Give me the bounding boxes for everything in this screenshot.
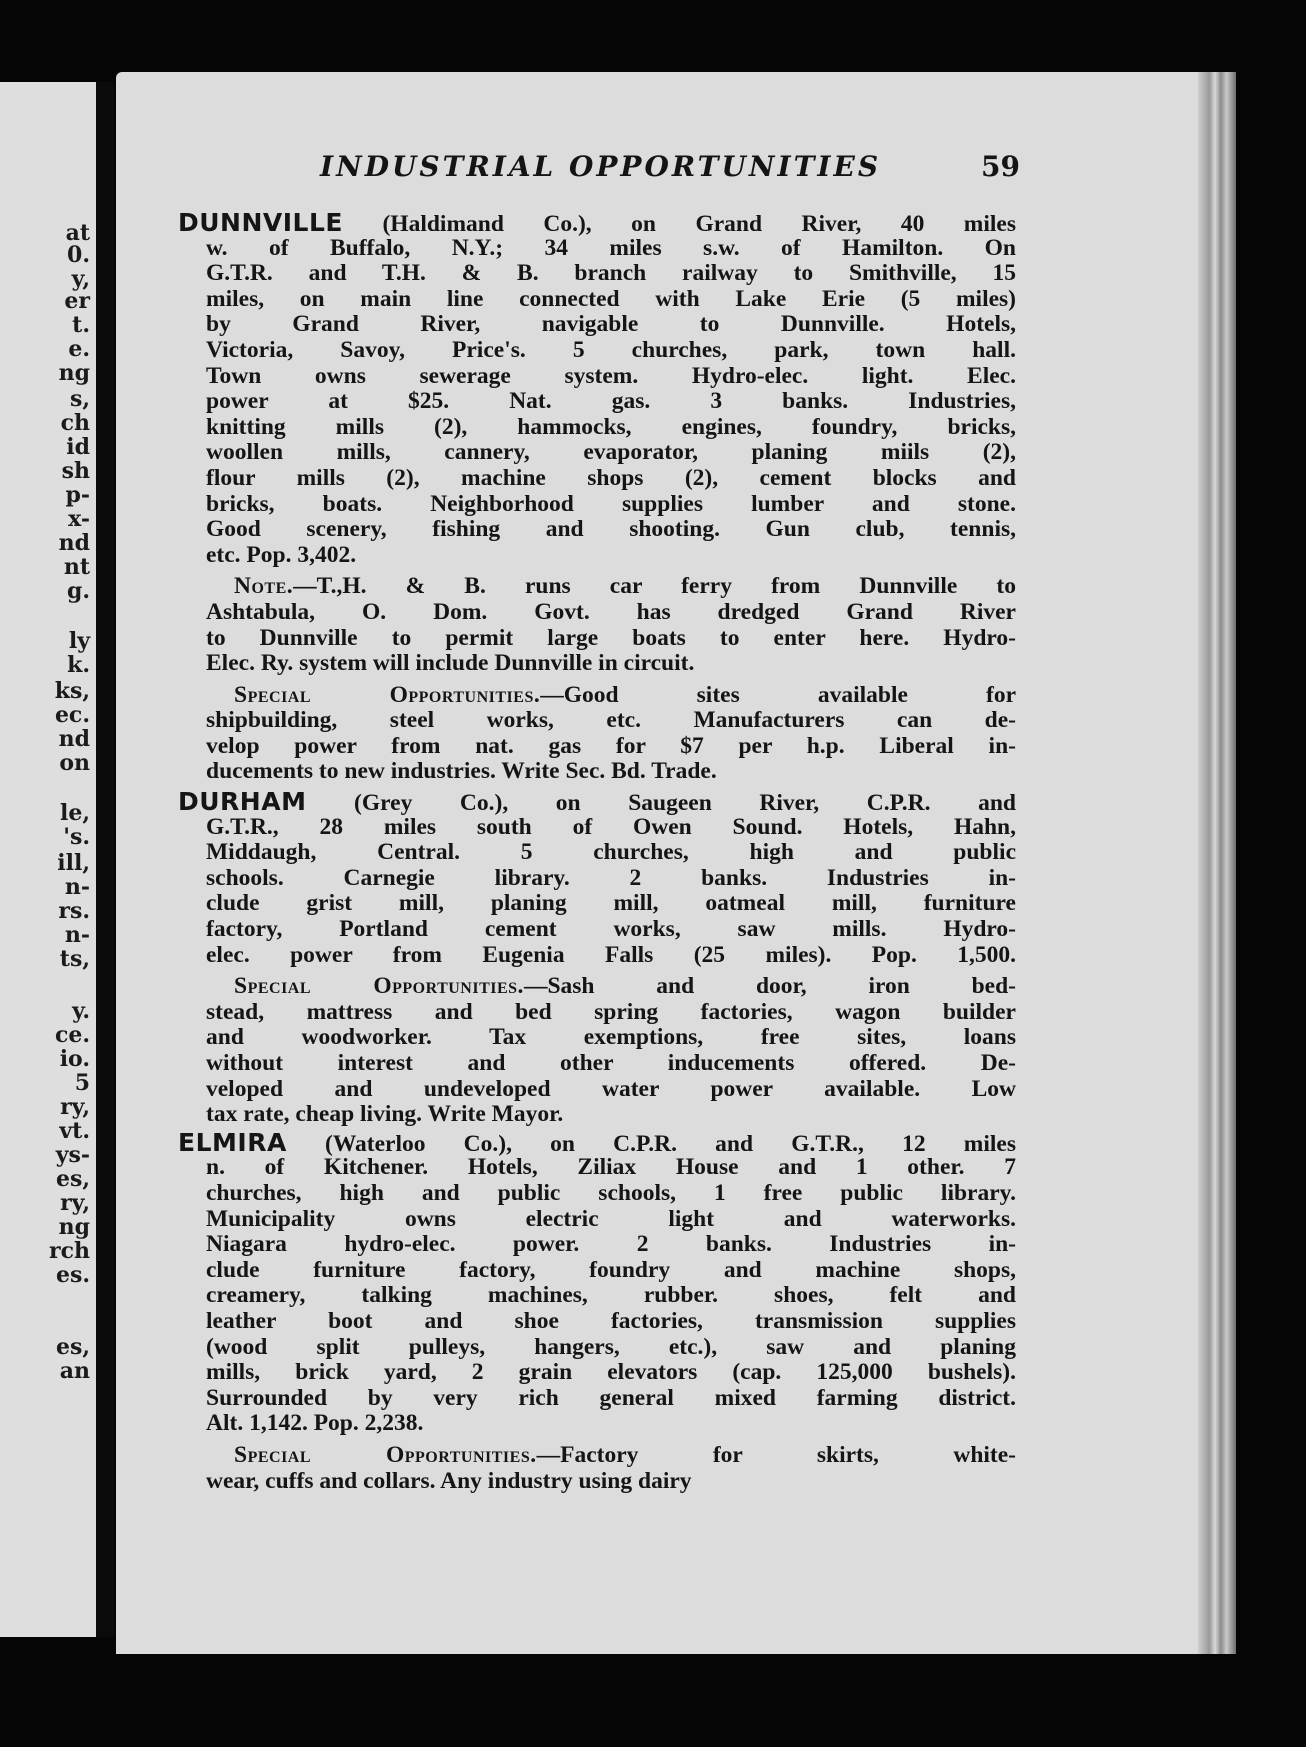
facing-page-fragment: ly: [68, 628, 90, 654]
entry-line: knitting mills (2), hammocks, engines, foundry, bricks,: [206, 413, 1016, 440]
entry-line: flour mills (2), machine shops (2), cement blocks and: [206, 464, 1016, 491]
note-line: to Dunnville to permit large boats to enter here. Hydro-: [206, 624, 1016, 651]
entry-line: G.T.R., 28 miles south of Owen Sound. Hotels, Hahn,: [206, 813, 1016, 840]
note-line: Elec. Ry. system will include Dunnville in circuit.: [206, 650, 695, 677]
facing-page-fragment: ks,: [54, 678, 90, 704]
facing-page-fragment: ry,: [60, 1190, 90, 1216]
facing-page-fragment: vt.: [59, 1118, 90, 1144]
facing-page-fragment: nd: [58, 530, 90, 556]
facing-page-fragment: e.: [68, 336, 90, 362]
facing-page-fragment: ill,: [57, 850, 90, 876]
special-label: Special Opportunities.: [234, 681, 541, 708]
entry-line: Alt. 1,142. Pop. 2,238.: [206, 1410, 424, 1437]
facing-page-fragment: rs.: [58, 898, 90, 924]
special-first-line: Special Opportunities.—Good sites available for: [234, 681, 1016, 708]
facing-page-fragment: s,: [69, 386, 90, 412]
special-first-line: Special Opportunities.—Factory for skirts, white-: [234, 1441, 1016, 1468]
facing-page-fragment: n-: [64, 922, 90, 948]
entry-line: Municipality owns electric light and waterworks.: [206, 1205, 1016, 1232]
special-line: veloped and undeveloped water power available. Low: [206, 1075, 1016, 1102]
facing-page-fragment: nt: [63, 554, 90, 580]
entry-line: (wood split pulleys, hangers, etc.), saw and planing: [206, 1333, 1016, 1360]
entry-line: clude furniture factory, foundry and machine shops,: [206, 1256, 1016, 1283]
entry-line: schools. Carnegie library. 2 banks. Industries in-: [206, 864, 1016, 891]
special-first-line: Special Opportunities.—Sash and door, iron bed-: [234, 973, 1016, 1000]
facing-page-fragment: nd: [58, 726, 90, 752]
facing-page-fragment: ry,: [60, 1094, 90, 1120]
facing-page-fragment: y,: [71, 266, 90, 292]
note-line: Ashtabula, O. Dom. Govt. has dredged Grand River: [206, 598, 1016, 625]
special-line: wear, cuffs and collars. Any industry using dairy: [206, 1467, 692, 1494]
entry-line: elec. power from Eugenia Falls (25 miles). Pop. 1,500.: [206, 941, 1016, 968]
facing-page-fragment: ce.: [54, 1022, 90, 1048]
special-line: without interest and other inducements offered. De-: [206, 1050, 1016, 1076]
facing-page-fragment: at: [65, 220, 90, 246]
facing-page-fragment: es,: [55, 1166, 90, 1192]
facing-page-edge: [0, 82, 96, 1637]
book-gutter: [96, 82, 114, 1637]
facing-page-fragment: x-: [68, 506, 90, 532]
entry-first-line: DUNNVILLE (Haldimand Co.), on Grand River, 40 miles: [178, 208, 1016, 237]
entry-line: bricks, boats. Neighborhood supplies lumber and stone.: [206, 490, 1016, 517]
special-label: Special Opportunities.: [234, 973, 524, 1000]
facing-page-fragment: ec.: [54, 702, 90, 728]
special-line: stead, mattress and bed spring factories, wagon builder: [206, 998, 1016, 1025]
entry-line: etc. Pop. 3,402.: [206, 541, 357, 568]
entry-line: Middaugh, Central. 5 churches, high and public: [206, 839, 1016, 866]
page-header: [210, 150, 1020, 186]
entry-line: mills, brick yard, 2 grain elevators (cap. 125,000 bushels).: [206, 1359, 1016, 1386]
entry-dunnville: [178, 210, 1016, 785]
page-body: [178, 210, 1016, 1494]
facing-page-fragment: g.: [66, 578, 90, 604]
entry-line: G.T.R. and T.H. & B. branch railway to Smithville, 15: [206, 260, 1016, 287]
facing-page-fragment: rch: [49, 1238, 90, 1264]
entry-elmira: [178, 1127, 1016, 1494]
entry-line: woollen mills, cannery, evaporator, planing miils (2),: [206, 439, 1016, 466]
facing-page-fragment: 0.: [67, 242, 90, 268]
entry-line: Victoria, Savoy, Price's. 5 churches, park, town hall.: [206, 336, 1016, 363]
facing-page-fragment: 's.: [63, 824, 90, 850]
special-label: Special Opportunities.: [234, 1441, 537, 1468]
facing-page-fragment: er: [64, 288, 90, 314]
place-name: ELMIRA: [178, 1127, 287, 1157]
facing-page-fragment: io.: [59, 1046, 90, 1072]
entry-line: clude grist mill, planing mill, oatmeal mill, furniture: [206, 890, 1016, 917]
entry-durham: [178, 789, 1016, 1128]
page-stack-edge: [1198, 72, 1236, 1654]
special-line: shipbuilding, steel works, etc. Manufacturers can de-: [206, 707, 1016, 734]
entry-line: Niagara hydro-elec. power. 2 banks. Industries in-: [206, 1231, 1016, 1258]
entry-line: Good scenery, fishing and shooting. Gun club, tennis,: [206, 516, 1016, 543]
facing-page-fragment: ch: [60, 410, 90, 436]
entry-line: leather boot and shoe factories, transmission supplies: [206, 1307, 1016, 1334]
entry-line: n. of Kitchener. Hotels, Ziliax House and 1 other. 7: [206, 1154, 1016, 1181]
entry-line: factory, Portland cement works, saw mills. Hydro-: [206, 916, 1016, 943]
facing-page-fragment: y.: [72, 998, 90, 1024]
note-first-line: Note.—T.,H. & B. runs car ferry from Dunnville to: [234, 573, 1016, 600]
facing-page-fragment: id: [66, 434, 90, 460]
entry-first-line: ELMIRA (Waterloo Co.), on C.P.R. and G.T.R., 12 miles: [178, 1127, 1016, 1157]
entry-line: w. of Buffalo, N.Y.; 34 miles s.w. of Hamilton. On: [206, 234, 1016, 261]
special-line: velop power from nat. gas for $7 per h.p. Liberal in-: [206, 732, 1016, 759]
facing-page-fragment: es.: [55, 1262, 90, 1288]
facing-page-fragment: ng: [58, 1214, 90, 1240]
entry-first-line: DURHAM (Grey Co.), on Saugeen River, C.P.R. and: [178, 787, 1016, 817]
entry-line: Surrounded by very rich general mixed farming district.: [206, 1384, 1016, 1411]
facing-page-fragment: es,: [55, 1334, 90, 1360]
place-name: DURHAM: [178, 787, 307, 817]
special-line: and woodworker. Tax exemptions, free sites, loans: [206, 1024, 1016, 1051]
facing-page-fragment: 5: [74, 1070, 90, 1096]
facing-page-fragment: ys-: [55, 1142, 90, 1168]
facing-page-fragment: ts,: [59, 946, 90, 972]
note-label: Note.: [234, 573, 294, 600]
facing-page-fragment: on: [59, 750, 90, 776]
facing-page-fragment: an: [59, 1358, 90, 1384]
facing-page-fragment: ng: [58, 360, 90, 386]
special-line: tax rate, cheap living. Write Mayor.: [206, 1101, 564, 1128]
place-name: DUNNVILLE: [178, 208, 343, 237]
entry-line: creamery, talking machines, rubber. shoes, felt and: [206, 1282, 1016, 1309]
entry-line: by Grand River, navigable to Dunnville. Hotels,: [206, 311, 1016, 338]
entry-line: power at $25. Nat. gas. 3 banks. Industries,: [206, 388, 1016, 415]
page-number: 59: [981, 150, 1020, 183]
entry-line: Town owns sewerage system. Hydro-elec. light. Elec.: [206, 362, 1016, 389]
facing-page-fragment: p-: [65, 482, 90, 508]
facing-page-fragment: t.: [72, 312, 90, 338]
entry-line: miles, on main line connected with Lake Erie (5 miles): [206, 285, 1016, 312]
running-title: INDUSTRIAL OPPORTUNITIES: [320, 150, 882, 183]
facing-page-fragment: n-: [64, 874, 90, 900]
facing-page-fragment: k.: [67, 652, 90, 678]
special-line: ducements to new industries. Write Sec. Bd. Trade.: [206, 758, 717, 785]
facing-page-fragment: le,: [59, 800, 90, 826]
entry-line: churches, high and public schools, 1 free public library.: [206, 1179, 1016, 1206]
facing-page-fragment: sh: [61, 458, 90, 484]
